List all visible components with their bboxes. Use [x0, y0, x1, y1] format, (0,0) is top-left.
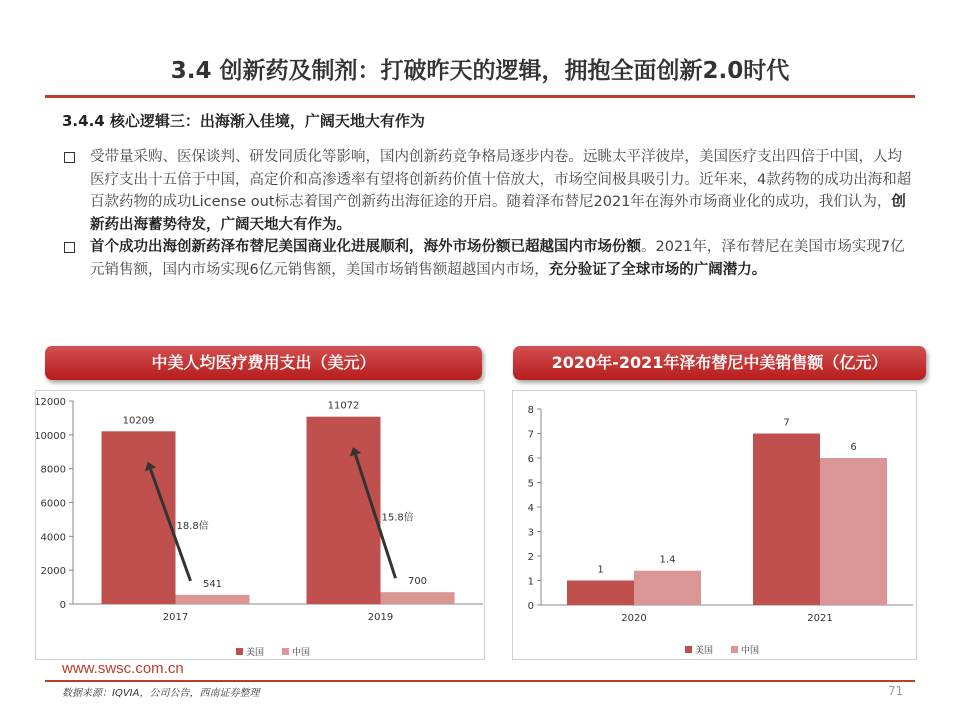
bullet-text: 。2021年，泽布替尼在美国市场实现7亿元销售额，国内市场实现6亿元销售额，美国市场销售额超越国内市场，	[90, 239, 905, 278]
y-tick-label: 8	[527, 405, 534, 416]
bullet-item	[62, 236, 912, 281]
bar-china	[381, 592, 455, 604]
bullet-bold-text: 充分验证了全球市场的广阔潜力。	[548, 261, 767, 278]
y-tick-label: 6000	[40, 498, 66, 510]
y-tick-label: 4	[527, 503, 534, 514]
section-subtitle: 3.4.4 核心逻辑三：出海渐入佳境，广阔天地大有作为	[62, 112, 425, 130]
bullet-text: 受带量采购、医保谈判、研发同质化等影响，国内创新药竞争格局逐步内卷。远眺太平洋彼岸，美国医疗支出四倍于中国，人均医疗支出十五倍于中国，高定价和高渗透率有望将创新药价值十倍放大，市场空间极具吸引力。近年来，4款药物的成功出海和超百款药物的成功License out标志着国产创新药出海征途的开启。随着泽布替尼2021年在海外市场商业化的成功，我们认为，	[90, 149, 912, 210]
y-tick-label: 3	[527, 527, 534, 539]
bar-us	[753, 434, 820, 606]
y-tick-label: 12000	[36, 397, 66, 408]
chart-title: 2020年-2021年泽布替尼中美销售额（亿元）	[513, 346, 926, 380]
y-tick-label: 0	[527, 601, 534, 612]
legend-swatch	[731, 646, 738, 653]
y-tick-label: 2000	[40, 566, 66, 578]
bar-us	[102, 431, 176, 604]
y-tick-label: 0	[59, 600, 66, 611]
bar-china	[176, 595, 250, 604]
bar-us	[567, 581, 634, 606]
x-tick-label: 2021	[807, 613, 833, 624]
bar-us	[307, 417, 381, 604]
legend-label: 中国	[741, 646, 760, 656]
square-bullet-icon	[64, 152, 75, 163]
legend-label: 中国	[292, 648, 311, 658]
website-url[interactable]: www.swsc.com.cn	[62, 660, 184, 677]
zanubrutinib-sales-svg	[513, 391, 918, 661]
bar-china	[820, 458, 887, 605]
y-tick-label: 7	[527, 429, 534, 441]
data-label: 1.4	[659, 554, 676, 566]
slide-title: 3.4 创新药及制剂：打破昨天的逻辑，拥抱全面创新2.0时代	[170, 58, 790, 84]
data-label: 700	[407, 576, 428, 588]
y-tick-label: 8000	[40, 464, 66, 476]
bullet-bold-text: 首个成功出海创新药泽布替尼美国商业化进展顺利，海外市场份额已超越国内市场份额	[90, 239, 641, 255]
bullet-list	[62, 146, 912, 281]
page-number: 71	[888, 684, 904, 698]
data-label: 7	[783, 417, 790, 429]
x-tick-label: 2019	[367, 612, 394, 623]
square-bullet-icon	[64, 242, 75, 253]
zanubrutinib-sales-chart	[512, 390, 917, 660]
ratio-annotation: 15.8倍	[381, 512, 414, 524]
x-tick-label: 2020	[621, 613, 647, 624]
healthcare-spending-svg	[36, 391, 486, 661]
y-tick-label: 4000	[40, 532, 66, 544]
bar-china	[634, 571, 701, 605]
chart-title: 中美人均医疗费用支出（美元）	[45, 346, 482, 380]
y-tick-label: 6	[527, 454, 534, 465]
legend-label: 美国	[246, 648, 265, 658]
y-tick-label: 1	[527, 576, 534, 588]
bullet-bold-text: 创新药出海蓄势待发，广阔天地大有作为。	[90, 194, 906, 233]
footer-divider	[45, 680, 915, 682]
data-label: 6	[850, 442, 857, 453]
y-tick-label: 5	[527, 478, 534, 490]
data-label: 541	[202, 578, 223, 590]
x-tick-label: 2017	[162, 612, 189, 623]
legend-label: 美国	[695, 646, 714, 656]
bullet-item	[62, 146, 912, 236]
y-tick-label: 2	[527, 552, 534, 563]
data-label: 11072	[327, 400, 360, 412]
data-label: 1	[597, 564, 604, 576]
legend-swatch	[685, 646, 692, 653]
legend-swatch	[236, 648, 243, 655]
y-tick-label: 10000	[36, 430, 66, 442]
legend-swatch	[282, 648, 289, 655]
ratio-annotation: 18.8倍	[176, 521, 209, 533]
data-label: 10209	[122, 415, 155, 427]
healthcare-spending-chart	[35, 390, 485, 660]
title-divider	[45, 95, 915, 98]
data-source: 数据来源：IQVIA，公司公告，西南证券整理	[62, 688, 260, 699]
